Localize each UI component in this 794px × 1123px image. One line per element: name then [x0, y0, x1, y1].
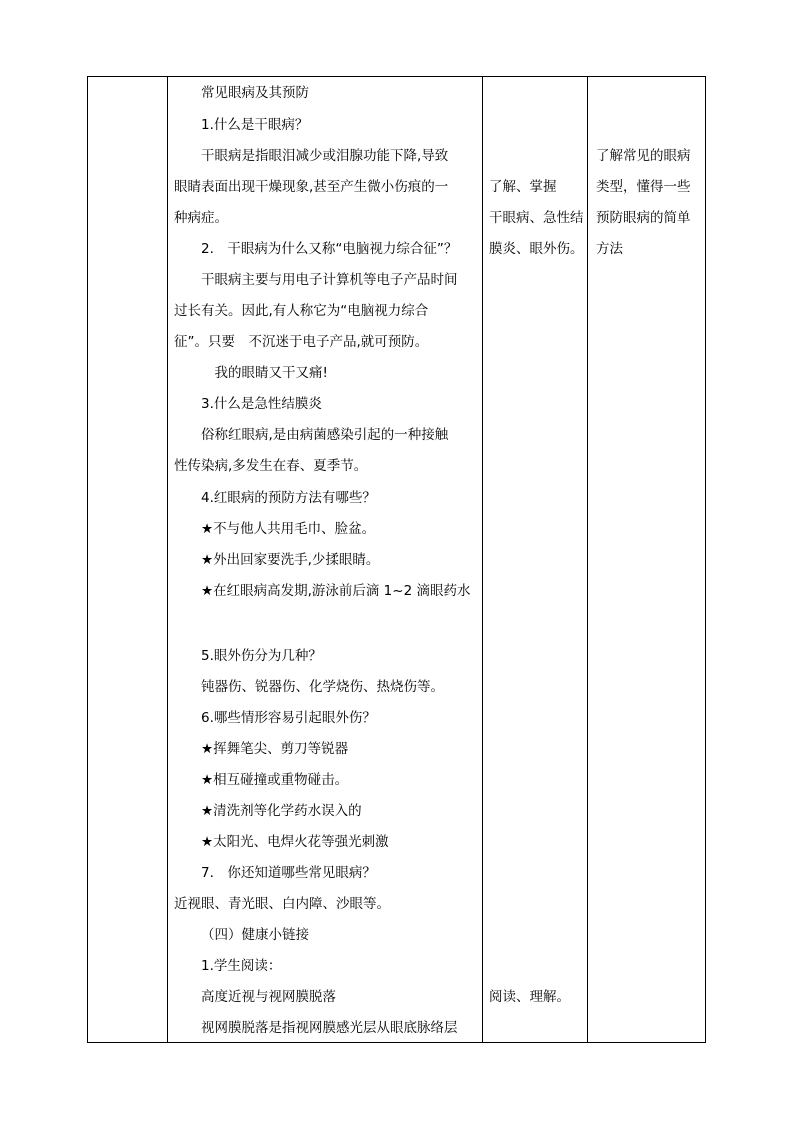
- content-line: 征”。只要 不沉迷于电子产品,就可预防。: [174, 334, 429, 350]
- student-activity-cell: [483, 77, 587, 1042]
- main-content-cell: [168, 77, 482, 1042]
- content-line: 钝器伤、锐器伤、化学烧伤、热烧伤等。: [201, 679, 444, 695]
- content-line: 性传染病,多发生在春、夏季节。: [174, 458, 368, 474]
- content-line: ★相互碰撞或重物碰击。: [201, 772, 349, 788]
- goal-line: 预防眼病的简单: [596, 210, 691, 226]
- content-line: 视网膜脱落是指视网膜感光层从眼底脉络层: [201, 1020, 458, 1036]
- content-line: 7. 你还知道哪些常见眼病？: [201, 865, 376, 881]
- content-line: 过长有关。因此,有人称它为“电脑视力综合: [174, 303, 429, 319]
- activity-line: 了解、掌握: [489, 179, 557, 195]
- content-line: 俗称红眼病,是由病菌感染引起的一种接触: [201, 427, 449, 443]
- content-line: 干眼病主要与用电子计算机等电子产品时间: [201, 272, 458, 288]
- goal-cell: [588, 77, 705, 1042]
- content-line: 高度近视与视网膜脱落: [201, 989, 336, 1005]
- content-line: ★不与他人共用毛巾、脸盆。: [201, 521, 376, 537]
- content-line: 1.什么是干眼病？: [201, 117, 309, 133]
- content-line: 干眼病是指眼泪减少或泪腺功能下降,导致: [201, 148, 449, 164]
- content-line: ★太阳光、电焊火花等强光刺激: [201, 834, 389, 850]
- content-line: 2. 干眼病为什么又称“电脑视力综合征”？: [201, 241, 458, 257]
- goal-line: 方法: [596, 241, 623, 257]
- lesson-table: [87, 76, 706, 1043]
- content-line: 近视眼、青光眼、白内障、沙眼等。: [174, 896, 390, 912]
- activity-line: 膜炎、眼外伤。: [489, 241, 584, 257]
- content-line: 1.学生阅读：: [201, 958, 282, 974]
- content-line: （四）健康小链接: [201, 927, 309, 943]
- content-line: ★清洗剂等化学药水误入的: [201, 803, 362, 819]
- content-line: 常见眼病及其预防: [201, 85, 309, 101]
- content-line: ★外出回家要洗手,少揉眼睛。: [201, 552, 380, 568]
- goal-line: 了解常见的眼病: [596, 148, 691, 164]
- content-line: 4.红眼病的预防方法有哪些？: [201, 490, 376, 506]
- content-line: 5.眼外伤分为几种？: [201, 648, 322, 664]
- content-line: 种病症。: [174, 210, 228, 226]
- left-empty-cell: [88, 77, 167, 1042]
- activity-line: 阅读、理解。: [489, 989, 570, 1005]
- content-line: ★挥舞笔尖、剪刀等锐器: [201, 741, 349, 757]
- content-line: ★在红眼病高发期,游泳前后滴 1~2 滴眼药水: [201, 583, 471, 599]
- goal-line: 类型，懂得一些: [596, 179, 691, 195]
- activity-line: 干眼病、急性结: [489, 210, 584, 226]
- content-line: 6.哪些情形容易引起眼外伤？: [201, 710, 376, 726]
- content-line: 眼睛表面出现干燥现象,甚至产生微小伤痕的一: [174, 179, 449, 195]
- content-line: 我的眼睛又干又痛!: [201, 365, 328, 381]
- content-line: 3.什么是急性结膜炎: [201, 396, 322, 412]
